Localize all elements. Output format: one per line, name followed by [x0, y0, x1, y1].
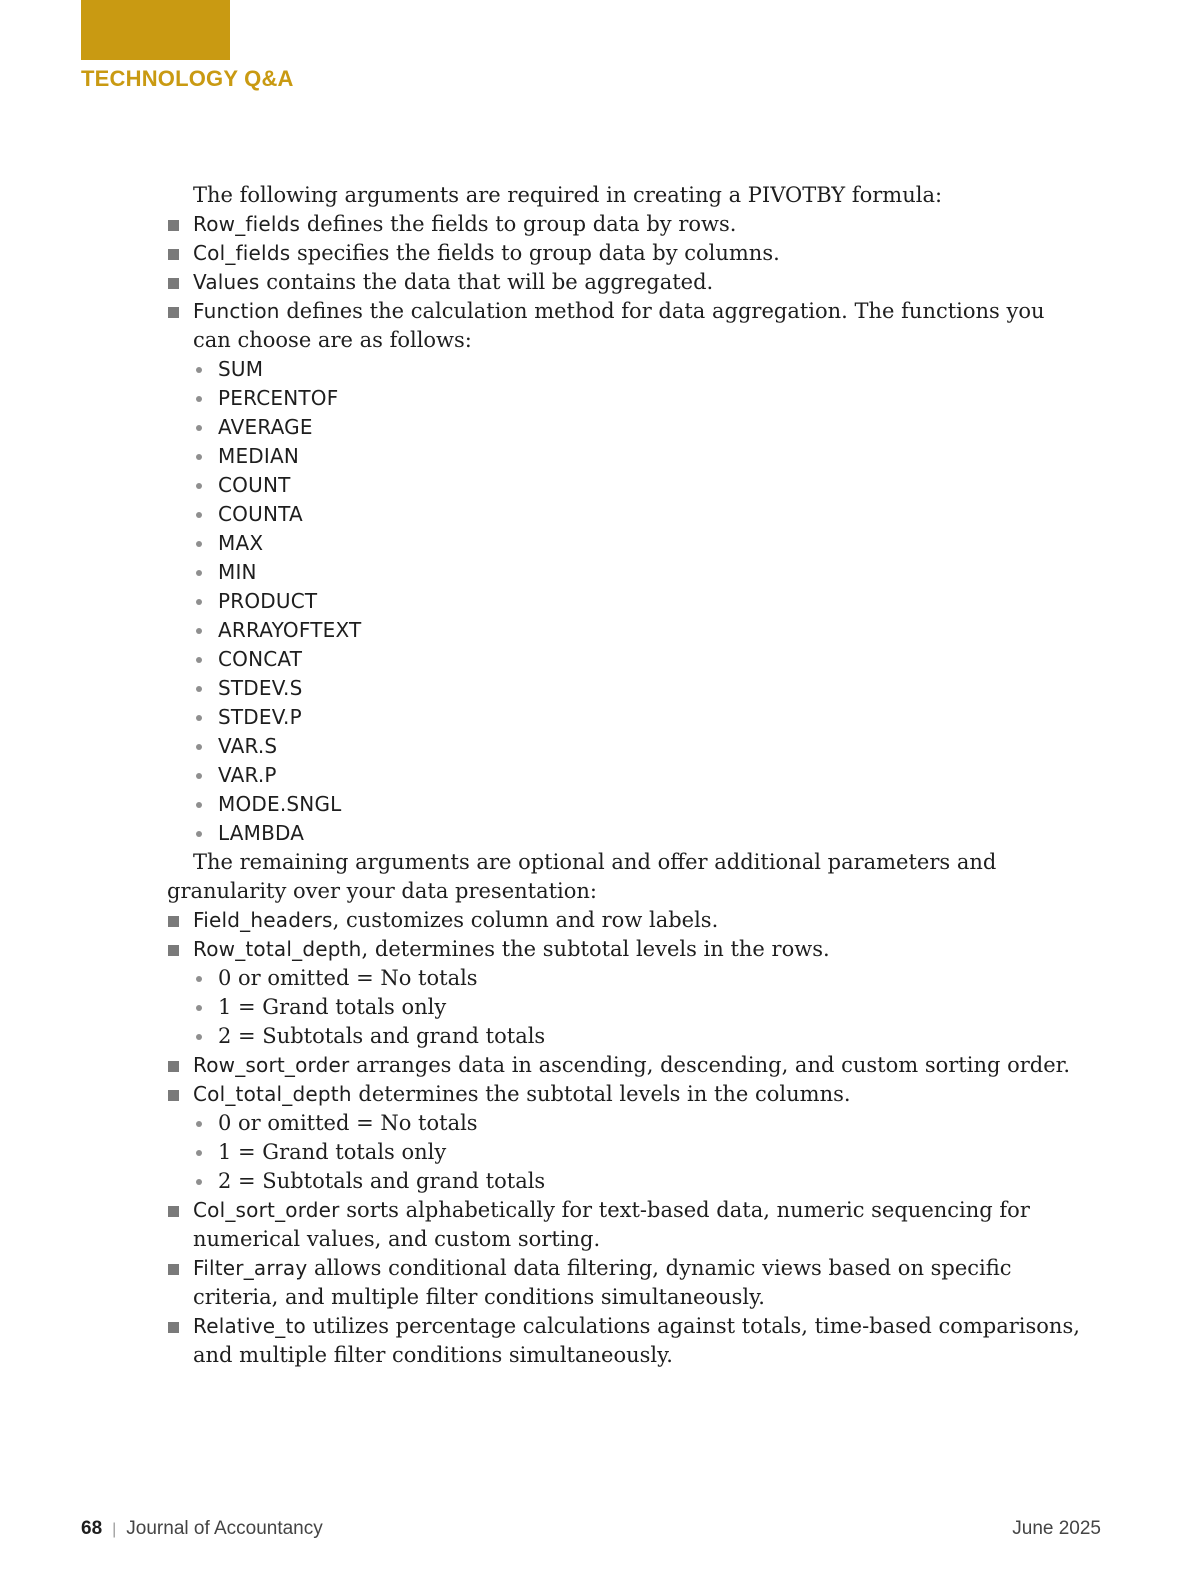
- arg-description: arranges data in ascending, descending, and custom sorting order.: [349, 1053, 1071, 1077]
- optional-intro-line: granularity over your data presentation:: [167, 879, 598, 903]
- dot-bullet-icon: [196, 773, 202, 779]
- arg-description-continued: numerical values, and custom sorting.: [193, 1227, 601, 1251]
- total-option-text: 1 = Grand totals only: [218, 995, 447, 1019]
- function-list-item: [167, 355, 1127, 384]
- function-name: AVERAGE: [218, 415, 313, 439]
- function-name: STDEV.S: [218, 676, 303, 700]
- article-body: [167, 181, 1127, 1370]
- section-label: TECHNOLOGY Q&A: [81, 66, 294, 91]
- total-option-text: 0 or omitted = No totals: [218, 966, 478, 990]
- function-list-item: [167, 529, 1127, 558]
- function-list-item: [167, 471, 1127, 500]
- square-bullet-icon: [168, 220, 179, 231]
- arg-term: Col_fields: [193, 241, 291, 265]
- function-name: CONCAT: [218, 647, 303, 671]
- function-name: MEDIAN: [218, 444, 300, 468]
- optional-arg-relative-to: [167, 1312, 1127, 1341]
- dot-bullet-icon: [196, 628, 202, 634]
- optional-intro-line: The remaining arguments are optional and offer additional parameters and: [193, 850, 997, 874]
- intro-text: The following arguments are required in creating a PIVOTBY formula:: [193, 183, 943, 207]
- function-name: PRODUCT: [218, 589, 318, 613]
- function-name: COUNTA: [218, 502, 303, 526]
- optional-arg-col-sort-order: [167, 1196, 1127, 1225]
- footer-separator: |: [112, 1521, 117, 1538]
- arg-description: defines the fields to group data by rows.: [300, 212, 737, 236]
- dot-bullet-icon: [196, 512, 202, 518]
- function-list-item: [167, 616, 1127, 645]
- arg-description: , customizes column and row labels.: [332, 908, 719, 932]
- total-option-item: [167, 1022, 1127, 1051]
- function-list: [167, 355, 1127, 848]
- required-arg-function: [167, 297, 1127, 326]
- arg-term: Row_fields: [193, 212, 301, 236]
- required-arg-col-fields: [167, 239, 1127, 268]
- arg-description: sorts alphabetically for text-based data, numeric sequencing for: [339, 1198, 1030, 1222]
- arg-term: Relative_to: [193, 1314, 306, 1338]
- arg-description: determines the subtotal levels in the columns.: [351, 1082, 851, 1106]
- function-name: STDEV.P: [218, 705, 302, 729]
- square-bullet-icon: [168, 1264, 179, 1275]
- function-list-item: [167, 413, 1127, 442]
- dot-bullet-icon: [196, 483, 202, 489]
- function-list-item: [167, 558, 1127, 587]
- dot-bullet-icon: [196, 454, 202, 460]
- dot-bullet-icon: [196, 541, 202, 547]
- optional-arg-field-headers: [167, 906, 1127, 935]
- arg-description-continued: can choose are as follows:: [193, 328, 472, 352]
- function-list-item: [167, 500, 1127, 529]
- function-list-item: [167, 442, 1127, 471]
- dot-bullet-icon: [196, 715, 202, 721]
- square-bullet-icon: [168, 249, 179, 260]
- dot-bullet-icon: [196, 367, 202, 373]
- function-list-item: [167, 703, 1127, 732]
- square-bullet-icon: [168, 1090, 179, 1101]
- optional-arg-row-total-depth: [167, 935, 1127, 964]
- square-bullet-icon: [168, 945, 179, 956]
- function-list-item: [167, 761, 1127, 790]
- dot-bullet-icon: [196, 1005, 202, 1011]
- function-list-item: [167, 645, 1127, 674]
- arg-description: utilizes percentage calculations against totals, time-based comparisons,: [305, 1314, 1080, 1338]
- total-option-text: 2 = Subtotals and grand totals: [218, 1024, 546, 1048]
- function-name: SUM: [218, 357, 264, 381]
- page-number: 68: [81, 1518, 103, 1539]
- dot-bullet-icon: [196, 831, 202, 837]
- arg-description-continued: and multiple filter conditions simultaneously.: [193, 1343, 673, 1367]
- function-list-item: [167, 674, 1127, 703]
- square-bullet-icon: [168, 916, 179, 927]
- square-bullet-icon: [168, 1206, 179, 1217]
- function-list-item: [167, 384, 1127, 413]
- function-list-item: [167, 790, 1127, 819]
- total-option-text: 2 = Subtotals and grand totals: [218, 1169, 546, 1193]
- arg-description: contains the data that will be aggregated.: [259, 270, 714, 294]
- function-name: MIN: [218, 560, 257, 584]
- arg-term: Field_headers: [193, 908, 333, 932]
- publication-name: Journal of Accountancy: [126, 1518, 323, 1539]
- dot-bullet-icon: [196, 599, 202, 605]
- dot-bullet-icon: [196, 1150, 202, 1156]
- arg-description-continued: criteria, and multiple filter conditions simultaneously.: [193, 1285, 765, 1309]
- total-option-text: 1 = Grand totals only: [218, 1140, 447, 1164]
- arg-term: Col_sort_order: [193, 1198, 340, 1222]
- dot-bullet-icon: [196, 425, 202, 431]
- function-name: VAR.S: [218, 734, 278, 758]
- optional-arg-filter-array: [167, 1254, 1127, 1283]
- function-name: VAR.P: [218, 763, 277, 787]
- square-bullet-icon: [168, 307, 179, 318]
- total-option-item: [167, 1138, 1127, 1167]
- dot-bullet-icon: [196, 1034, 202, 1040]
- optional-arg-row-sort-order: [167, 1051, 1127, 1080]
- square-bullet-icon: [168, 278, 179, 289]
- arg-description: , determines the subtotal levels in the rows.: [361, 937, 830, 961]
- arg-term: Values: [193, 270, 260, 294]
- function-name: LAMBDA: [218, 821, 305, 845]
- function-list-item: [167, 587, 1127, 616]
- dot-bullet-icon: [196, 686, 202, 692]
- function-name: COUNT: [218, 473, 291, 497]
- dot-bullet-icon: [196, 802, 202, 808]
- dot-bullet-icon: [196, 976, 202, 982]
- arg-term: Function: [193, 299, 280, 323]
- function-list-item: [167, 819, 1127, 848]
- function-list-item: [167, 732, 1127, 761]
- intro-paragraph: [167, 181, 1127, 210]
- footer-left: [81, 1518, 323, 1540]
- dot-bullet-icon: [196, 570, 202, 576]
- arg-description: specifies the fields to group data by columns.: [290, 241, 780, 265]
- section-color-block: [81, 0, 230, 60]
- arg-description: allows conditional data filtering, dynamic views based on specific: [307, 1256, 1012, 1280]
- dot-bullet-icon: [196, 396, 202, 402]
- arg-description: defines the calculation method for data aggregation. The functions you: [279, 299, 1045, 323]
- total-option-item: [167, 1167, 1127, 1196]
- function-name: ARRAYOFTEXT: [218, 618, 362, 642]
- total-option-item: [167, 993, 1127, 1022]
- square-bullet-icon: [168, 1061, 179, 1072]
- issue-date: June 2025: [1012, 1518, 1101, 1539]
- function-name: PERCENTOF: [218, 386, 339, 410]
- square-bullet-icon: [168, 1322, 179, 1333]
- optional-arg-col-total-depth: [167, 1080, 1127, 1109]
- arg-term: Row_sort_order: [193, 1053, 350, 1077]
- total-option-item: [167, 964, 1127, 993]
- dot-bullet-icon: [196, 744, 202, 750]
- dot-bullet-icon: [196, 1179, 202, 1185]
- total-option-text: 0 or omitted = No totals: [218, 1111, 478, 1135]
- arg-term: Filter_array: [193, 1256, 308, 1280]
- function-name: MAX: [218, 531, 264, 555]
- dot-bullet-icon: [196, 1121, 202, 1127]
- arg-term: Col_total_depth: [193, 1082, 352, 1106]
- required-arg-values: [167, 268, 1127, 297]
- dot-bullet-icon: [196, 657, 202, 663]
- required-arg-row-fields: [167, 210, 1127, 239]
- function-name: MODE.SNGL: [218, 792, 342, 816]
- arg-term: Row_total_depth: [193, 937, 362, 961]
- total-option-item: [167, 1109, 1127, 1138]
